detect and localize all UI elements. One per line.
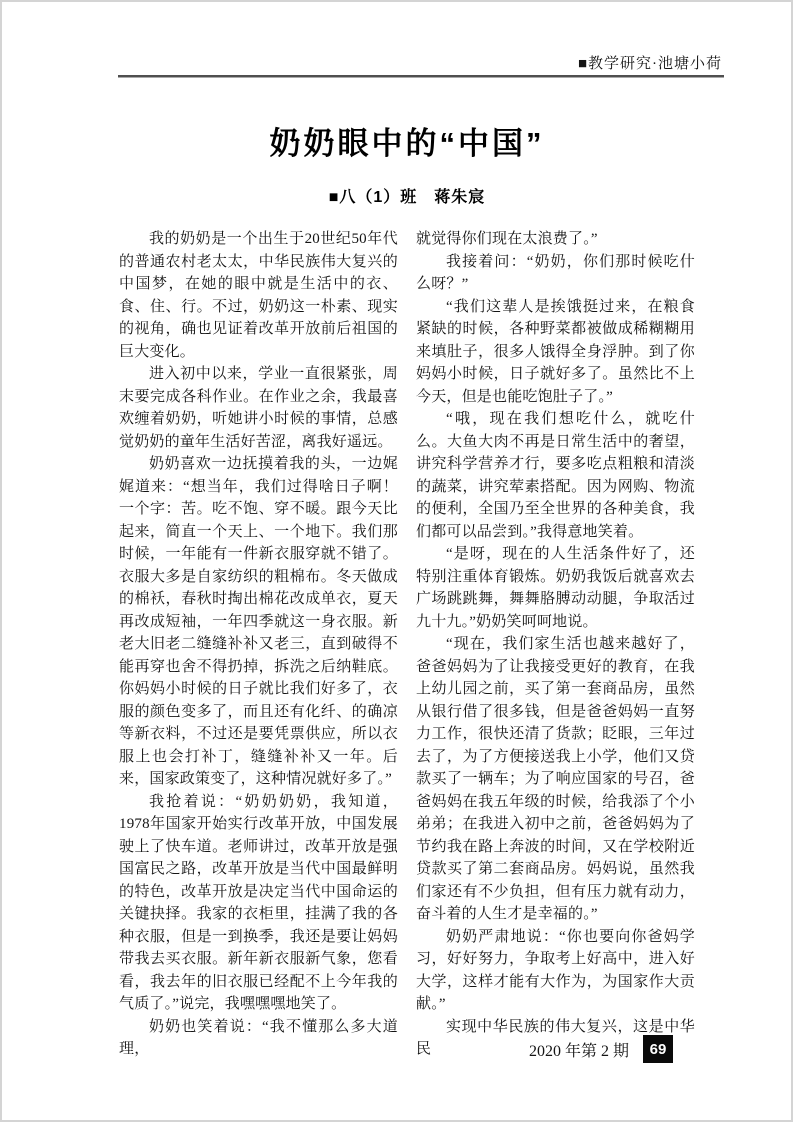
article-byline: ■八（1）班 蒋朱宸 (328, 189, 486, 206)
section-label: ■教学研究·池塘小荷 (577, 56, 722, 72)
paragraph: “现在，我们家生活也越来越好了，爸爸妈妈为了让我接受更好的教育，在我上幼儿园之前，买了第一套商品房，虽然从银行借了很多钱，但是爸爸妈妈一直努力工作，很快还清了货款；眨眼，三年过去了，为了方便接送我上小学，他们又贷款买了一辆车；为了响应国家的号召，爸爸妈妈在我五年级的时候，给我添了个小弟弟；在我进入初中之前，爸爸妈妈为了节约我在路上奔波的时间，又在学校附近贷款买了第二套商品房。妈妈说，虽然我们家还有不少负担，但有压力就有动力，奋斗着的人生才是幸福的。” (416, 636, 695, 922)
paragraph: “我们这辈人是挨饿挺过来，在粮食紧缺的时候，各种野菜都被做成稀糊糊用来填肚子，很多人饿得全身浮肿。到了你妈妈小时候，日子就好多了。虽然比不上今天，但是也能吃饱肚子了。” (416, 298, 695, 405)
paragraph: 进入初中以来，学业一直很紧张，周末要完成各科作业。在作业之余，我最喜欢缠着奶奶，听她讲小时候的事情，总感觉奶奶的童年生活好苦涩，离我好遥远。 (119, 366, 398, 450)
left-column (119, 228, 398, 1057)
issue-label: 2020 年第 2 期 (528, 1042, 629, 1060)
paragraph: 奶奶严肃地说：“你也要向你爸妈学习，好好努力，争取考上好高中，进入好大学，这样才能有大作为，为国家作大贡献。” (416, 928, 695, 1012)
paragraph: 我抢着说：“奶奶奶奶，我知道，1978年国家开始实行改革开放，中国发展驶上了快车道。老师讲过，改革开放是强国富民之路，改革开放是当代中国最鲜明的特色，改革开放是决定当代中国命运的关键抉择。我家的衣柜里，挂满了我的各种衣服，但是一到换季，我还是要让妈妈带我去买衣服。新年新衣服新气象，您看看，我去年的旧衣服已经配不上今年我的气质了。”说完，我嘿嘿嘿地笑了。 (119, 793, 398, 1012)
paragraph: “是呀，现在的人生活条件好了，还特别注重体育锻炼。奶奶我饭后就喜欢去广场跳跳舞，舞舞胳膊动动腿，争取活过九十九。”奶奶笑呵呵地说。 (416, 546, 695, 630)
page-footer (529, 1035, 673, 1063)
paragraph: 我的奶奶是一个出生于20世纪50年代的普通农村老太太，中华民族伟大复兴的中国梦，在她的眼中就是生活中的衣、食、住、行。不过，奶奶这一朴素、现实的视角，确也见证着改革开放前后祖国的巨大变化。 (119, 231, 398, 360)
page-number-badge: 69 (643, 1035, 673, 1063)
paragraph: 奶奶喜欢一边抚摸着我的头，一边娓娓道来：“想当年，我们过得啥日子啊！一个字：苦。吃不饱、穿不暖。跟今天比起来，简直一个天上、一个地下。我们那时候，一年能有一件新衣服穿就不错了。衣服大多是自家纺织的粗棉布。冬天做成的棉袄，春秋时掏出棉花改成单衣，夏天再改成短袖，一年四季就这一身衣服。新老大旧老二缝缝补补又老三，直到破得不能再穿也舍不得扔掉，拆洗之后纳鞋底。你妈妈小时候的日子就比我们好多了，衣服的颜色变多了，而且还有化纤、的确凉等新衣料，不过还是要凭票供应，所以衣服上也会打补丁，缝缝补补又一年。后来，国家政策变了，这种情况就好多了。” (119, 456, 398, 787)
paragraph: 我接着问：“奶奶，你们那时候吃什么呀？” (416, 253, 695, 292)
paragraph: 奶奶也笑着说：“我不懂那么多大道理， (119, 1018, 398, 1057)
article-title: 奶奶眼中的“中国” (269, 126, 545, 161)
paragraph: “哦，现在我们想吃什么，就吃什么。大鱼大肉不再是日常生活中的奢望，讲究科学营养才行，要多吃点粗粮和清淡的蔬菜，讲究荤素搭配。因为网购、物流的便利，全国乃至全世界的各种美食，我们都可以品尝到。”我得意地笑着。 (416, 411, 695, 540)
header-rule (118, 75, 724, 78)
paragraph-continuation: 就觉得你们现在太浪费了。” (416, 231, 598, 247)
paragraph: 实现中华民族的伟大复兴，这是中华民 (416, 1018, 695, 1057)
